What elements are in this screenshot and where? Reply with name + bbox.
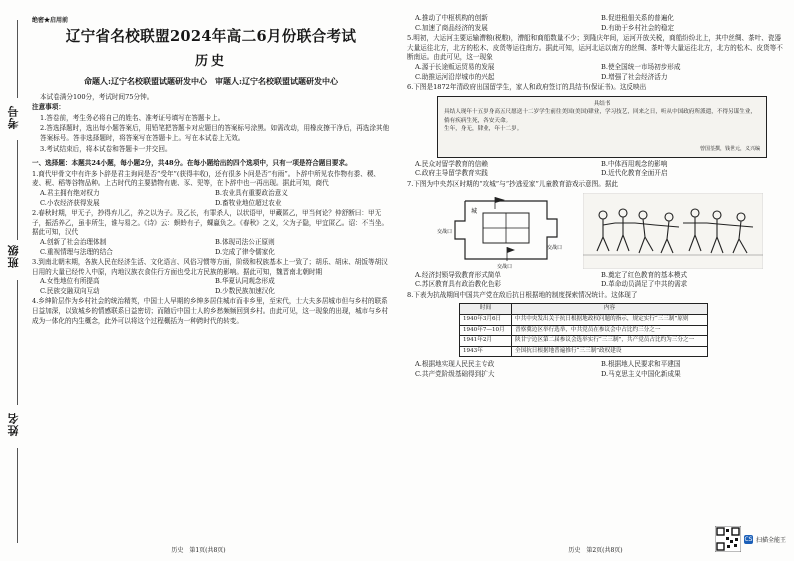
option-b: B.使全国统一市场初步形成 bbox=[601, 62, 681, 71]
option-c: C.政府主导留学教育实践 bbox=[415, 169, 488, 178]
question-stem: 7.下图为中央苏区时期的“攻城”与“抄逃爱家”儿童教育游戏示意图。据此 bbox=[407, 179, 618, 188]
table-row bbox=[460, 314, 708, 325]
option-a: A.君主拥有绝对权力 bbox=[40, 188, 100, 197]
option-a: A.女性地位有所提高 bbox=[40, 277, 100, 286]
option-c: C.共产党阶级基础得到扩大 bbox=[415, 369, 495, 378]
option-d: D.完成了律令儒家化 bbox=[215, 247, 275, 256]
doc-line-2: 生年，身无，肄业，年十二岁。 bbox=[444, 125, 523, 132]
score-info: 本试卷满分100分，考试时间75分钟。 bbox=[40, 92, 154, 101]
question-5 bbox=[407, 34, 787, 82]
column-header: 内容 bbox=[512, 304, 708, 315]
diagram-label-left: 交战口 bbox=[437, 228, 453, 235]
scanner-label: 扫描全能王 bbox=[755, 536, 786, 544]
question-4 bbox=[32, 297, 390, 326]
notice-1: 1.答卷前，考生务必将自己的姓名、准考证号填写在答题卡上。 bbox=[40, 113, 225, 122]
doc-source: 曾国荃撰，钱世元，义兴编 bbox=[699, 146, 760, 153]
left-content bbox=[32, 16, 390, 326]
exam-no-line bbox=[17, 20, 18, 98]
authors-line: 命题人:辽宁名校联盟试题研发中心 审题人:辽宁名校联盟试题研发中心 bbox=[84, 75, 338, 86]
page-right bbox=[397, 0, 794, 561]
option-b: B.促进租佃关系的普遍化 bbox=[601, 14, 674, 22]
option-c: C.小农经济获得发展 bbox=[40, 198, 100, 207]
option-a: A.经济封锁导致教育形式简单 bbox=[415, 270, 501, 279]
option-a: A.推动了中枢机构的创新 bbox=[415, 14, 488, 22]
option-c: C.助推运河沿岸城市的兴起 bbox=[415, 72, 495, 81]
question-3 bbox=[32, 258, 390, 296]
option-d: D.近代化教育全面开启 bbox=[601, 169, 668, 178]
question-8 bbox=[407, 291, 787, 380]
option-d: D.有助于乡村社会的稳定 bbox=[601, 23, 675, 32]
doc-heading: 具结书 bbox=[593, 100, 611, 107]
secret-mark: 绝密★启用前 bbox=[32, 17, 69, 24]
question-stem: 1.商代甲骨文中有许多卜辞是君主询问是否“受年”(获得丰收)，还有很多卜问是否“有雨”。卜辞中所见农作物有黍、稷、麦、秜、稻等谷物品种。上古时代的主要猎物有鹿、豕、兕等，在卜辞中也一再出现。据此可知，商代 bbox=[32, 169, 381, 188]
option-b: B.体现司法公正原则 bbox=[215, 237, 275, 246]
q4-options-row1 bbox=[407, 14, 787, 24]
exam-title: 辽宁省名校联盟2024年高二6月份联合考试 bbox=[65, 27, 357, 45]
city-attack-diagram bbox=[435, 193, 575, 269]
table-cell: 全国抗日根据地普遍推行“三三制”政权建设 bbox=[512, 346, 708, 357]
name-label: 姓名 bbox=[7, 412, 20, 436]
table-cell: 晋察冀边区举行选举，中共党员在参议会中占比约三分之一 bbox=[512, 325, 708, 336]
option-b: B.奠定了红色教育的基本模式 bbox=[601, 270, 688, 279]
diagram-label-bottom: 交战口 bbox=[497, 263, 513, 269]
column-header: 时间 bbox=[460, 304, 512, 315]
question-stem: 3.到南北朝末期，各族人民在经济生活、文化语言、风俗习惯等方面，阶级和权族基本上一致了；胡乐、胡床、胡饭等胡汉日用的大量已经传入中原，内地汉族衣食住行方面也受北方民族的影响。据此可知，魏晋南北朝时期 bbox=[32, 258, 388, 276]
table-row bbox=[460, 325, 708, 336]
table-cell: 1940年7—10月 bbox=[460, 325, 512, 336]
option-d: D.少数民族加速汉化 bbox=[215, 286, 275, 295]
scanner-logo-icon: CS bbox=[744, 535, 753, 543]
question-1 bbox=[32, 170, 390, 208]
option-a: A.根据地实现人民民主专政 bbox=[415, 360, 495, 369]
question-stem: 2.春秋时期，甲无子，抄得弃儿乙，养之以为子。及乙长，有罪杀人，以状语甲，甲藏匿乙，甲当何论？仲舒断曰：甲无子，振活养乙，虽非所生，谁与易之。《诗》云：螟蛉有子，蜾蠃负之。《春秋》之义，父为子隐，甲宜匿乙。诏：不当坐。据此可知，汉代 bbox=[32, 209, 389, 237]
name-line bbox=[17, 448, 18, 543]
notice-title: 注意事项： bbox=[32, 103, 65, 112]
question-stem: 8.下表为抗战期间中国共产党在敌后抗日根据地的制度探索情况统计。这体现了 bbox=[407, 290, 638, 299]
question-stem: 5.明初，大运河主要运输漕粮(税粮)，漕船和商船数量不少；到隆庆年间，运河开放关税，商船纷纷北上，其中丝绸、茶叶、瓷器大量运往北方，北方的松木、皮货等运往南方。据此可知，运河北运以南方的丝绸、茶叶等大量运往北方，北方的松木、皮货等不断南运。由此可见，这一现象 bbox=[407, 34, 783, 62]
divider-line bbox=[17, 140, 18, 240]
table-cell: 1941年2月 bbox=[460, 336, 512, 347]
question-6 bbox=[407, 83, 787, 179]
table-row bbox=[460, 336, 708, 347]
option-d: D.革命动员满足了中共的需求 bbox=[601, 280, 688, 289]
exam-no-label: 考号 bbox=[7, 105, 20, 129]
table-cell: 1943年 bbox=[460, 346, 512, 357]
policy-table bbox=[459, 303, 708, 357]
option-a: A.源于长途贩运贸易的发展 bbox=[415, 62, 495, 71]
table-header-row bbox=[460, 304, 708, 315]
option-d: D.增强了社会经济活力 bbox=[601, 72, 668, 81]
page-footer-left: 历史 第1页(共8页) bbox=[171, 547, 226, 554]
page-footer-right: 历史 第2页(共8页) bbox=[568, 547, 623, 554]
option-a: A.创新了社会治理体制 bbox=[40, 237, 107, 246]
game-figures bbox=[435, 193, 787, 269]
option-b: B.根据地人民要求和平建国 bbox=[601, 360, 681, 369]
right-content bbox=[407, 14, 787, 379]
option-d: D.马克思主义中国化新成果 bbox=[601, 369, 681, 378]
question-stem: 4.乡绅阶层作为乡村社会的统治精英，中国士人早期的乡绅多居住城市而非乡里，至宋代，士大夫多居城市但与乡村的联系日益加深，以致城乡的情感联系日益密切；而随后中国士人的乡愁频频回到乡村。由此可见，这一现象的出现，城市与乡村成为一体化的内生概念，此外可以将这个过程概括为一种跨时代的转变。 bbox=[32, 297, 389, 325]
option-b: B.华夏认同观念形成 bbox=[215, 277, 275, 286]
notice-2: 2.答选择题时，选出每小题答案后，用铅笔把答题卡对应题目的答案标号涂黑。如需改动，用橡皮擦干净后，再选涂其他答案标号。答非选择题时，将答案写在答题卡上。写在本试卷上无效。 bbox=[40, 124, 390, 142]
option-a: A.民众对留学教育的信赖 bbox=[415, 159, 488, 168]
option-b: B.农业具有重要政治意义 bbox=[215, 188, 288, 197]
notice-3: 3.考试结束后，将本试卷和答题卡一并交回。 bbox=[40, 144, 172, 153]
section-1-heading: 一、选择题：本题共24小题，每小题2分，共48分。在每小题给出的四个选项中，只有一项是符合题目要求。 bbox=[32, 159, 352, 168]
option-c: C.民族交融双向互动 bbox=[40, 286, 100, 295]
option-c: C.加速了商品经济的发展 bbox=[415, 23, 488, 32]
table-row bbox=[460, 346, 708, 357]
doc-line-1: 具结人现年十五岁身高五尺愿送十二岁学生前往美国(美国)肄业，学习技艺，回来之日，听从中国政府所派遣，不得另谋生业，倘有疾病生死，各安天命。 bbox=[444, 109, 757, 124]
table-cell: 陕甘宁边区第二届参议会选举实行“三三制”，共产党员占比约为三分之一 bbox=[512, 336, 708, 347]
option-b: B.中体西用观念的影响 bbox=[601, 159, 668, 168]
diagram-label-right: 交战口 bbox=[547, 244, 563, 251]
option-c: C.苏区教育具有政治教化色彩 bbox=[415, 280, 502, 289]
option-c: C.重视情理与法理的结合 bbox=[40, 247, 113, 256]
class-label: 班级 bbox=[7, 244, 20, 268]
bond-document-image bbox=[437, 96, 767, 158]
diagram-label-top: 城 bbox=[471, 207, 478, 215]
q4-options-row2 bbox=[407, 24, 787, 34]
question-2 bbox=[32, 209, 390, 257]
class-line bbox=[17, 280, 18, 405]
children-game-illustration bbox=[583, 193, 763, 269]
table-cell: 1940年3月6日 bbox=[460, 314, 512, 325]
binding-spine bbox=[0, 0, 30, 561]
option-d: D.畜牧业地位超过农业 bbox=[215, 198, 282, 207]
question-stem: 6.下图是1872年清政府出国留学生，家人和政府签订的具结书(保证书)。这反映出 bbox=[407, 83, 647, 92]
question-7 bbox=[407, 180, 787, 290]
subject-title: 历史 bbox=[194, 53, 227, 69]
table-cell: 中共中央发出关于抗日根据地政权问题的指示，规定实行“三三制”原则 bbox=[512, 314, 708, 325]
